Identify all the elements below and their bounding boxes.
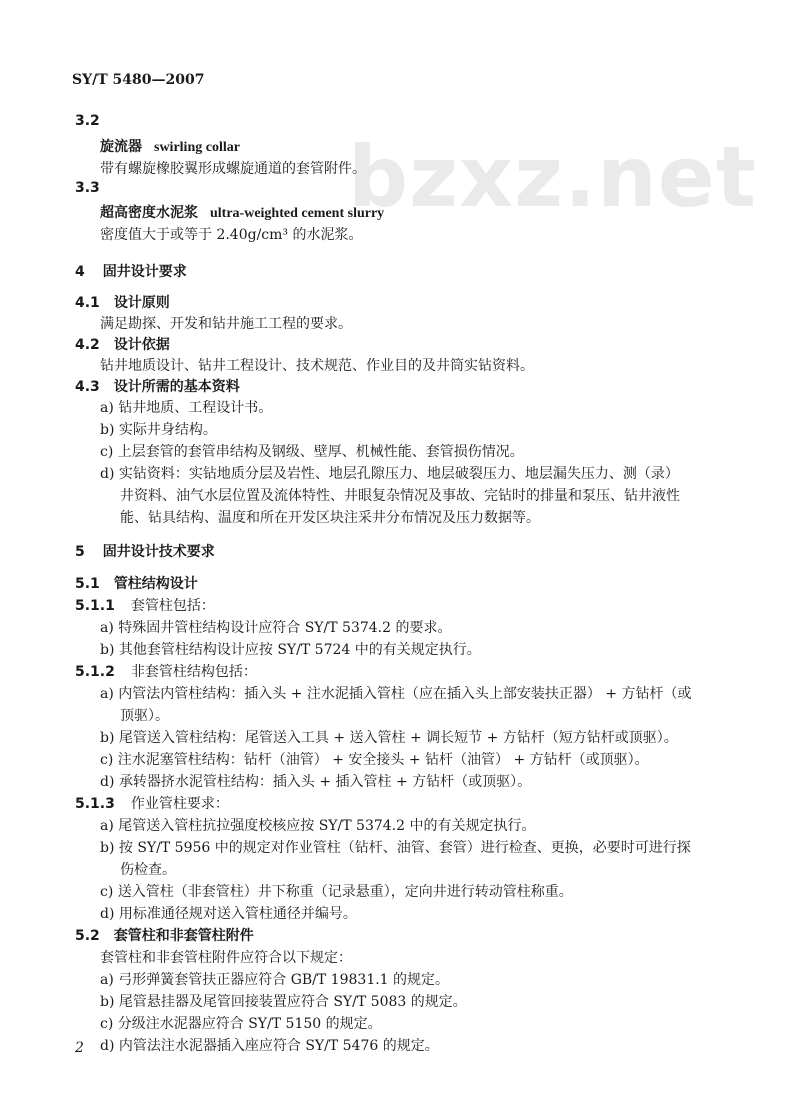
list-item-continuation: 井资料、油气水层位置及流体特性、井眼复杂情况及事故、完钻时的排量和泵压、钻井液性	[120, 488, 680, 504]
clause-title: 管柱结构设计	[113, 576, 198, 592]
clause-number: 4.1	[75, 295, 100, 311]
clause-number: 5.1.3	[75, 796, 115, 812]
clause-3-3-definition: 密度值大于或等于 2.40g/cm³ 的水泥浆。	[100, 227, 363, 243]
clause-number: 5.1	[75, 576, 100, 592]
list-item: d) 内管法注水泥器插入座应符合 SY/T 5476 的规定。	[100, 1038, 439, 1054]
list-item: c) 分级注水泥器应符合 SY/T 5150 的规定。	[100, 1016, 382, 1032]
term-chinese: 超高密度水泥浆	[100, 205, 198, 221]
clause-number: 4.3	[75, 379, 100, 395]
list-item: c) 送入管柱（非套管柱）井下称重（记录悬重），定向井进行转动管柱称重。	[100, 884, 573, 900]
clause-title: 套管柱包括：	[130, 598, 215, 614]
clause-5-1-2-heading	[75, 661, 257, 681]
clause-title: 作业管柱要求：	[130, 796, 229, 812]
clause-title: 套管柱和非套管柱附件	[113, 928, 254, 944]
paragraph: 满足勘探、开发和钻井施工工程的要求。	[100, 316, 352, 332]
watermark: bzxz.net	[348, 128, 757, 226]
list-item: a) 钻井地质、工程设计书。	[100, 400, 273, 416]
list-item: a) 内管法内管柱结构：插入头 + 注水泥插入管柱（应在插入头上部安装扶正器） + 方钻杆（或	[100, 686, 692, 702]
standard-number-header: SY/T 5480—2007	[72, 72, 205, 88]
list-item: d) 实钻资料：实钻地质分层及岩性、地层孔隙压力、地层破裂压力、地层漏失压力、测（录）	[100, 466, 679, 482]
clause-4-1-heading	[75, 292, 170, 312]
list-item: c) 注水泥塞管柱结构：钻杆（油管） + 安全接头 + 钻杆（油管） + 方钻杆（或顶驱）。	[100, 752, 649, 768]
section-number: 5	[75, 544, 85, 560]
list-item: a) 特殊固井管柱结构设计应符合 SY/T 5374.2 的要求。	[100, 620, 452, 636]
clause-3-3-term	[100, 202, 384, 222]
list-item: a) 弓形弹簧套管扶正器应符合 GB/T 19831.1 的规定。	[100, 972, 450, 988]
list-item: a) 尾管送入管柱抗拉强度校核应按 SY/T 5374.2 中的有关规定执行。	[100, 818, 536, 834]
clause-3-2-number: 3.2	[75, 113, 100, 129]
list-item: b) 尾管悬挂器及尾管回接装置应符合 SY/T 5083 的规定。	[100, 994, 467, 1010]
list-item-continuation: 伤检查。	[120, 862, 176, 878]
term-chinese: 旋流器	[100, 139, 142, 155]
clause-3-2-definition: 带有螺旋橡胶翼形成螺旋通道的套管附件。	[100, 161, 366, 177]
paragraph: 钻井地质设计、钻井工程设计、技术规范、作业目的及井筒实钻资料。	[100, 358, 534, 374]
page-number: 2	[75, 1040, 84, 1056]
clause-5-2-heading	[75, 925, 254, 945]
clause-3-3-number: 3.3	[75, 180, 100, 196]
list-item: b) 尾管送入管柱结构：尾管送入工具 + 送入管柱 + 调长短节 + 方钻杆（短方钻杆或顶驱）。	[100, 730, 678, 746]
section-4-heading	[75, 261, 187, 281]
clause-3-2-term	[100, 136, 240, 156]
clause-number: 5.1.2	[75, 664, 115, 680]
clause-title: 非套管柱结构包括：	[130, 664, 257, 680]
clause-number: 5.2	[75, 928, 100, 944]
list-item: c) 上层套管的套管串结构及钢级、壁厚、机械性能、套管损伤情况。	[100, 444, 524, 460]
section-title: 固井设计技术要求	[102, 544, 215, 560]
section-title: 固井设计要求	[102, 264, 187, 280]
clause-number: 4.2	[75, 337, 100, 353]
section-number: 4	[75, 264, 85, 280]
clause-title: 设计原则	[113, 295, 170, 311]
clause-5-1-3-heading	[75, 793, 229, 813]
list-item-continuation: 能、钻具结构、温度和所在开发区块注采井分布情况及压力数据等。	[120, 510, 540, 526]
clause-4-2-heading	[75, 334, 170, 354]
list-item: d) 承转器挤水泥管柱结构：插入头 + 插入管柱 + 方钻杆（或顶驱）。	[100, 774, 532, 790]
clause-5-1-1-heading	[75, 595, 215, 615]
list-item: b) 实际井身结构。	[100, 422, 217, 438]
list-item: b) 其他套管柱结构设计应按 SY/T 5724 中的有关规定执行。	[100, 642, 481, 658]
clause-number: 5.1.1	[75, 598, 115, 614]
term-english: swirling collar	[154, 140, 240, 155]
clause-4-3-heading	[75, 376, 240, 396]
clause-5-1-heading	[75, 573, 198, 593]
paragraph: 套管柱和非套管柱附件应符合以下规定：	[100, 950, 352, 966]
clause-title: 设计依据	[113, 337, 170, 353]
list-item: b) 按 SY/T 5956 中的规定对作业管柱（钻杆、油管、套管）进行检查、更换，必要时可进行探	[100, 840, 691, 856]
section-5-heading	[75, 541, 215, 561]
term-english: ultra-weighted cement slurry	[210, 206, 385, 221]
list-item-continuation: 顶驱）。	[120, 708, 169, 724]
list-item: d) 用标准通径规对送入管柱通径并编号。	[100, 906, 357, 922]
clause-title: 设计所需的基本资料	[113, 379, 240, 395]
